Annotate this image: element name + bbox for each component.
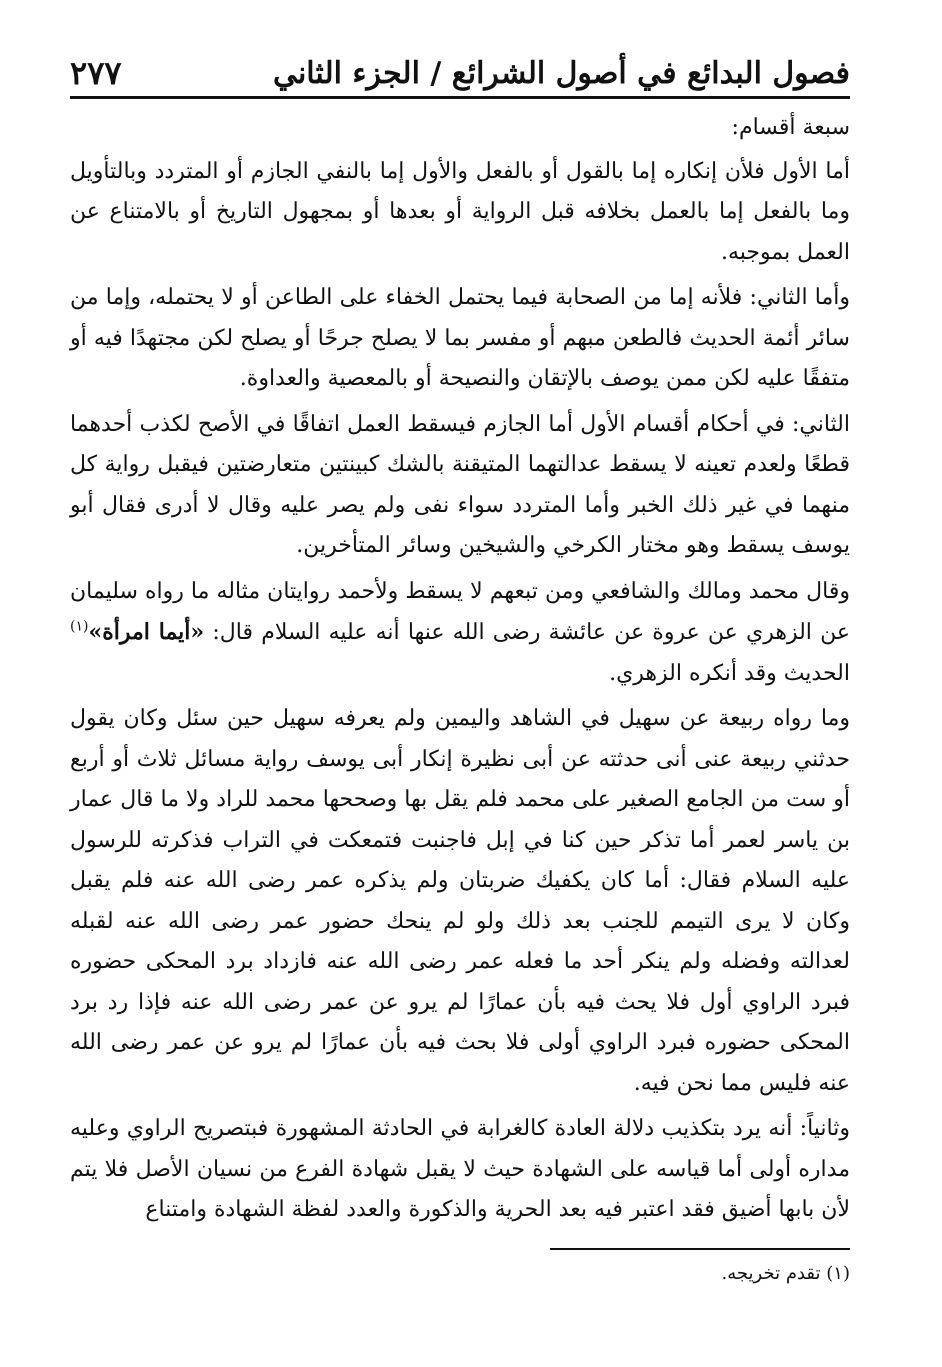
- paragraph-examples: وما رواه ربيعة عن سهيل في الشاهد واليمين ولم يعرفه سهيل حين سئل وكان يقول حدثني ربيعة عنى أنى حدثته عن أبى نظيرة إنكار أبى يوسف رواية مسائل ثلاث أو أربع أو ست من الجامع الصغير على محمد فلم يقل بها وصححها محمد للراد ولا ما قال عمار بن ياسر لعمر أما تذكر حين كنا في إبل فاجنبت فتمعكت في التراب فذكرته للرسول عليه السلام فقال: أما كان يكفيك ضربتان ولم يذكره عمر رضى الله عنه فلم يقبل وكان لا يرى التيمم للجنب بعد ذلك ولو لم ينحك حضور عمر رضى الله عنه لقبله لعدالته وفضله ولم ينكر أحد ما فعله عمر رضى الله عنه فازداد برد المحكى حضوره فبرد الراوي أول فلا يحث فيه بأن عمارًا لم يرو عن عمر رضى الله عنه فإذا رد برد المحكى حضوره فبرد الراوي أولى فلا بحث فيه بأن عمارًا لم يرو عن عمر رضى الله عنه فليس مما نحن فيه.: [70, 706, 850, 1096]
- paragraph-scholars-view-text: وقال محمد ومالك والشافعي ومن تبعهم لا يسقط ولأحمد روايتان مثاله ما رواه سليمان عن الزهري عن عروة عن عائشة رضى الله عنها أنه عليه السلام قال:: [70, 578, 850, 645]
- footnote: (١) تقدم تخريجه.: [721, 1263, 850, 1284]
- footnote-rule: [550, 1248, 850, 1250]
- paragraph-scholars-view: [70, 572, 850, 695]
- page-number: ٢٧٧: [70, 53, 122, 92]
- paragraph-secondly: وثانياً: أنه يرد بتكذيب دلالة العادة كالغرابة في الحادثة المشهورة فبتصريح الراوي وعليه مداره أولى أما قياسه على الشهادة حيث لا يقبل شهادة الفرع من نسيان الأصل فلا يتم لأن بابها أضيق فقد اعتبر فيه بعد الحرية والذكورة والعدد لفظة الشهادة وامتناع: [70, 1116, 850, 1222]
- paragraph-scholars-view-end: الحديث وقد أنكره الزهري.: [609, 660, 850, 686]
- body-text: [70, 108, 850, 1236]
- footnote-reference: (١): [70, 618, 89, 635]
- paragraph-first-section: أما الأول فلأن إنكاره إما بالقول أو بالفعل والأول إما بالنفي الجازم أو المتردد وبالتأويل وما بالفعل إما بالعمل بخلافه قبل الرواية أو بعدها أو بمجهول التاريخ أو بالامتناع عن العمل بموجبه.: [70, 158, 850, 265]
- page-header: [70, 34, 850, 96]
- running-title: فصول البدائع في أصول الشرائع / الجزء الثاني: [272, 56, 850, 91]
- paragraph-intro: سبعة أقسام:: [731, 115, 850, 140]
- hadith-quote: «أيما امرأة»: [88, 619, 205, 645]
- paragraph-rulings: الثاني: في أحكام أقسام الأول أما الجازم فيسقط العمل اتفاقًا في الأصح لكذب أحدهما قطعًا ولعدم تعينه لا يسقط عدالتهما المتيقنة بالشك كبينتين متعارضتين فيقبل رواية كل منهما في غير ذلك الخبر وأما المتردد سواء نفى ولم يصر عليه وقال لا أدرى فقال أبو يوسف يسقط وهو مختار الكرخي والشيخين وسائر المتأخرين.: [70, 411, 850, 558]
- header-rule: [70, 96, 850, 99]
- paragraph-second-section: وأما الثاني: فلأنه إما من الصحابة فيما يحتمل الخفاء على الطاعن أو لا يحتمله، وإما من سائر أئمة الحديث فالطعن مبهم أو مفسر بما لا يصلح جرحًا أو يصلح لكن مجتهدًا فيه أو متفقًا عليه لكن ممن يوصف بالإتقان والنصيحة أو بالمعصية والعداوة.: [70, 285, 850, 391]
